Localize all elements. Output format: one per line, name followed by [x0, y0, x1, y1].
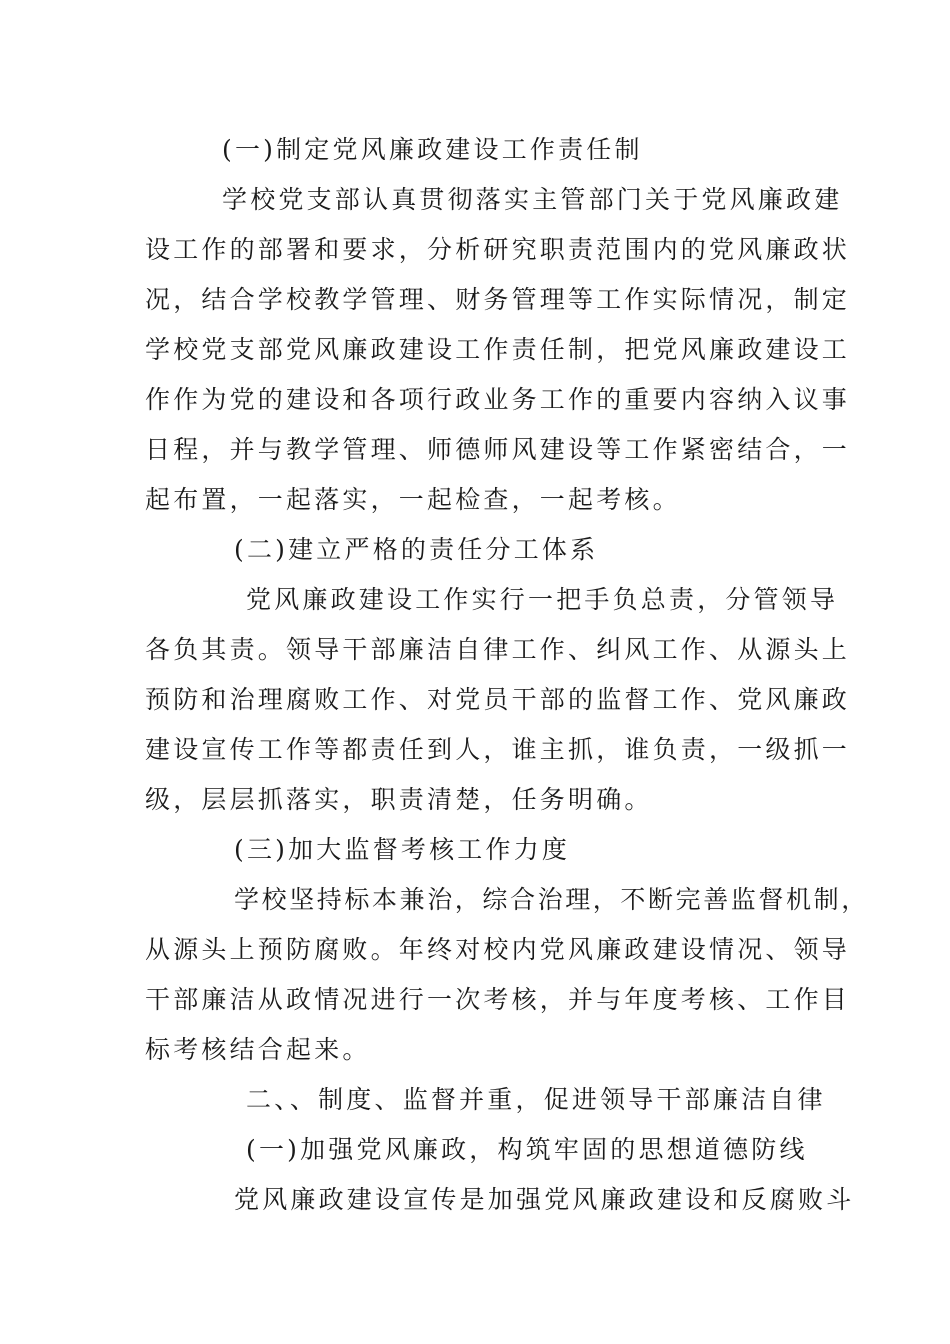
paragraph-line: 作作为党的建设和各项行政业务工作的重要内容纳入议事 [145, 385, 851, 414]
paragraph-line: 从源头上预防腐败。年终对校内党风廉政建设情况、领导 [145, 935, 851, 964]
paragraph-line: 预防和治理腐败工作、对党员干部的监督工作、党风廉政 [145, 685, 851, 714]
paragraph-line: 标考核结合起来。 [145, 1035, 371, 1064]
heading-2-1: (一)加强党风廉政，构筑牢固的思想道德防线 [246, 1135, 808, 1164]
paragraph-line: 各负其责。领导干部廉洁自律工作、纠风工作、从源头上 [145, 635, 851, 664]
paragraph-line: 日程，并与教学管理、师德师风建设等工作紧密结合，一 [145, 435, 851, 464]
paragraph-line: 学校坚持标本兼治，综合治理，不断完善监督机制， [234, 885, 869, 914]
section-heading-2: 二、、制度、监督并重，促进领导干部廉洁自律 [246, 1085, 826, 1114]
heading-1-3: (三)加大监督考核工作力度 [234, 835, 571, 864]
paragraph-line: 建设宣传工作等都责任到人，谁主抓，谁负责，一级抓一 [145, 735, 851, 764]
heading-1-2: (二)建立严格的责任分工体系 [234, 535, 599, 564]
paragraph-line: 党风廉政建设宣传是加强党风廉政建设和反腐败斗 [234, 1185, 855, 1214]
paragraph-line: 党风廉政建设工作实行一把手负总责，分管领导 [246, 585, 839, 614]
paragraph-line: 学校党支部认真贯彻落实主管部门关于党风廉政建 [222, 185, 843, 214]
heading-1-1: (一)制定党风廉政建设工作责任制 [222, 135, 643, 164]
paragraph-line: 干部廉洁从政情况进行一次考核，并与年度考核、工作目 [145, 985, 851, 1014]
paragraph-line: 学校党支部党风廉政建设工作责任制，把党风廉政建设工 [145, 335, 851, 364]
paragraph-line: 设工作的部署和要求，分析研究职责范围内的党风廉政状 [145, 235, 851, 264]
paragraph-line: 级，层层抓落实，职责清楚，任务明确。 [145, 785, 653, 814]
paragraph-line: 起布置，一起落实，一起检查，一起考核。 [145, 485, 681, 514]
paragraph-line: 况，结合学校教学管理、财务管理等工作实际情况，制定 [145, 285, 851, 314]
